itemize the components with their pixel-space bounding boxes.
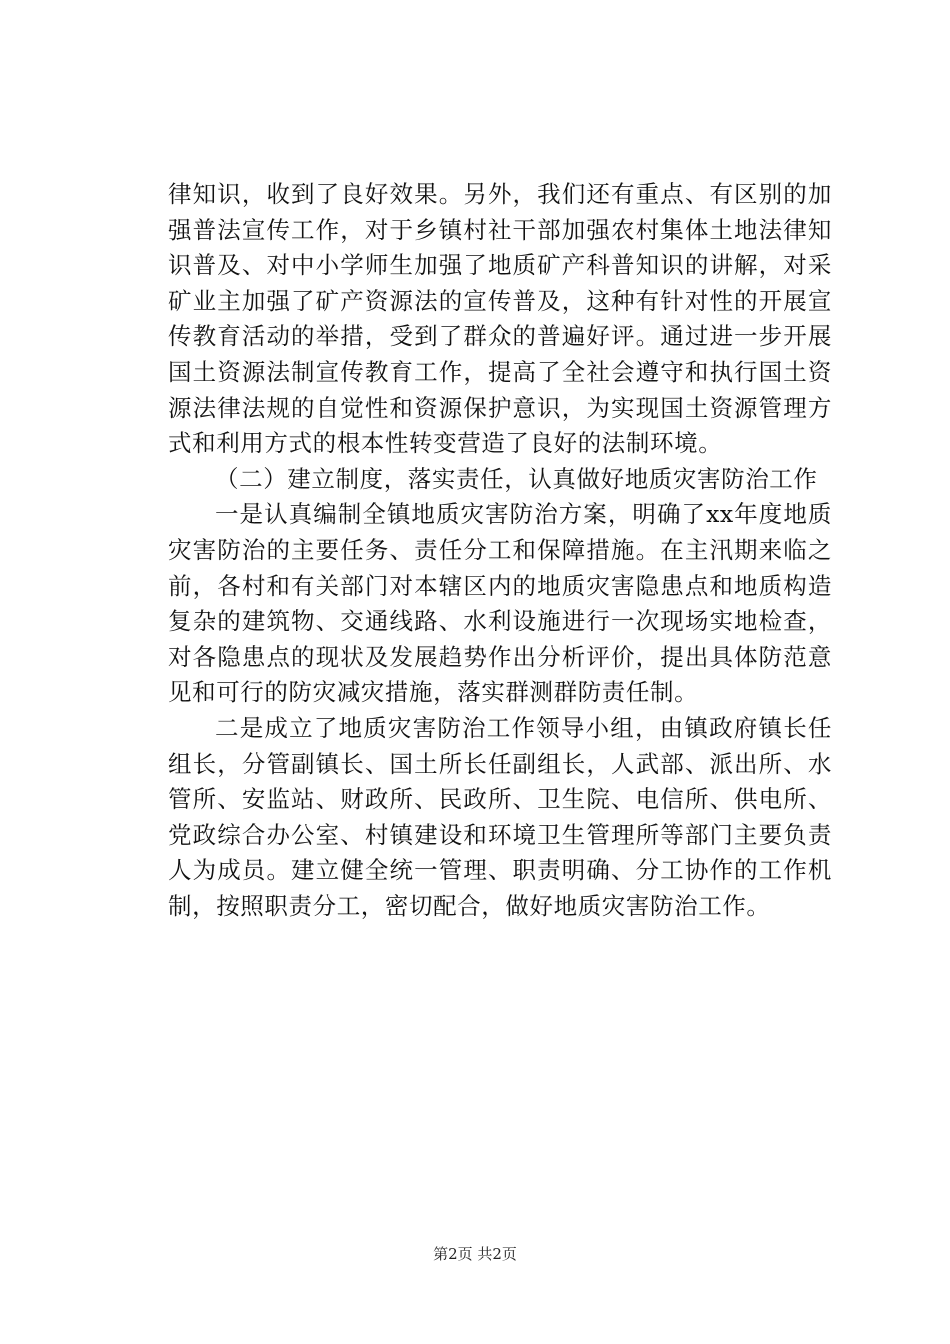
- section-heading: （二）建立制度，落实责任，认真做好地质灾害防治工作: [215, 464, 818, 493]
- page-footer: 第2页 共2页: [433, 1245, 517, 1263]
- paragraph-item-one: 一是认真编制全镇地质灾害防治方案，明确了xx年度地质灾害防治的主要任务、责任分工和保障措施。在主汛期来临之前，各村和有关部门对本辖区内的地质灾害隐患点和地质构造复杂的建筑物、交通线路、水利设施进行一次现场实地检查，对各隐患点的现状及发展趋势作出分析评价，提出具体防范意见和可行的防灾减灾措施，落实群测群防责任制。: [168, 500, 832, 707]
- paragraph-continuation: 律知识，收到了良好效果。另外，我们还有重点、有区别的加强普法宣传工作，对于乡镇村社干部加强农村集体土地法律知识普及、对中小学师生加强了地质矿产科普知识的讲解，对采矿业主加强了矿产资源法的宣传普及，这种有针对性的开展宣传教育活动的举措，受到了群众的普遍好评。通过进一步开展国土资源法制宣传教育工作，提高了全社会遵守和执行国土资源法律法规的自觉性和资源保护意识，为实现国土资源管理方式和利用方式的根本性转变营造了良好的法制环境。: [168, 180, 832, 458]
- paragraph-item-two: 二是成立了地质灾害防治工作领导小组，由镇政府镇长任组长，分管副镇长、国土所长任副组长，人武部、派出所、水管所、安监站、财政所、民政所、卫生院、电信所、供电所、党政综合办公室、村镇建设和环境卫生管理所等部门主要负责人为成员。建立健全统一管理、职责明确、分工协作的工作机制，按照职责分工，密切配合，做好地质灾害防治工作。: [168, 713, 832, 920]
- document-body: [168, 177, 832, 924]
